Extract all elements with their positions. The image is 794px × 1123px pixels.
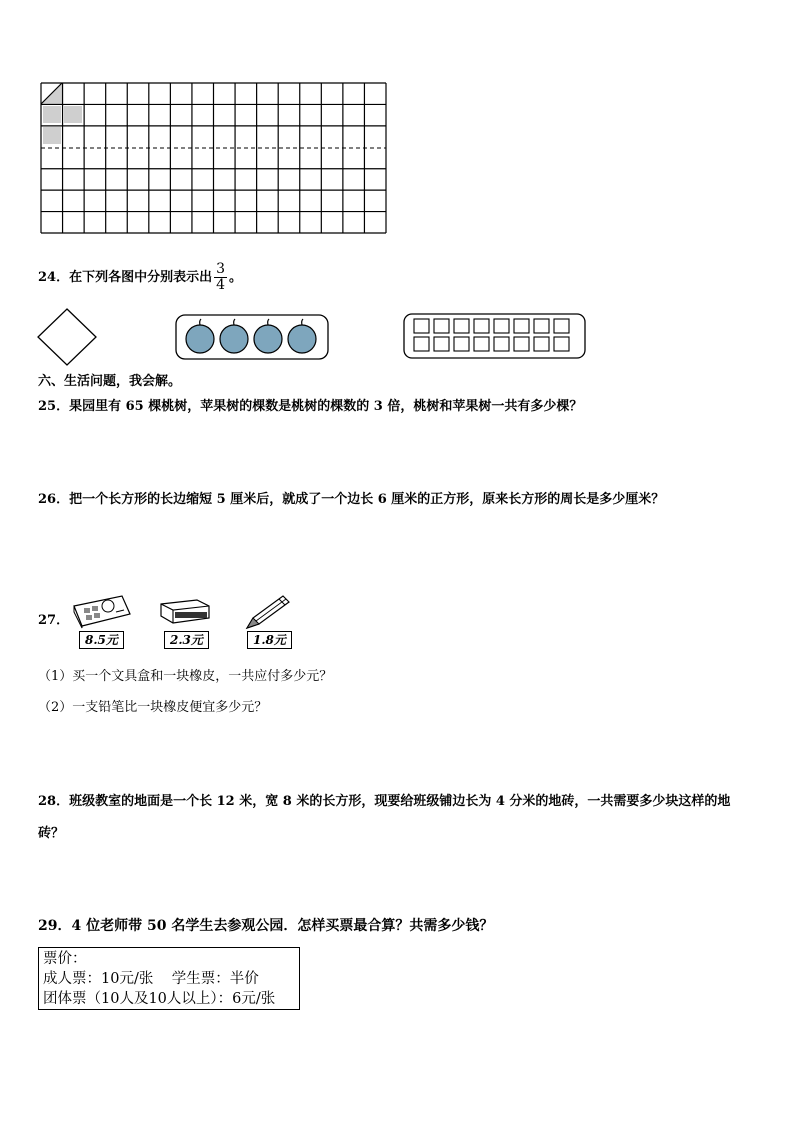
small-square <box>514 319 529 333</box>
squares-box <box>403 313 586 359</box>
price-tag-pencil: 1.8元 <box>247 631 292 649</box>
eraser-icon <box>157 596 213 626</box>
price-tag-eraser: 2.3元 <box>164 631 209 649</box>
fraction-denominator: 4 <box>216 277 226 293</box>
q24-tail: 。 <box>229 270 243 285</box>
apple-icon <box>220 319 248 353</box>
apples-box <box>175 314 329 360</box>
small-square <box>554 319 569 333</box>
question-28-line-1: 28．班级教室的地面是一个长 12 米，宽 8 米的长方形，现要给班级铺边长为 4 分米的地砖，一共需要多少块这样的地 <box>38 794 731 809</box>
small-square <box>514 337 529 351</box>
ticket-price-box <box>38 947 300 1010</box>
small-square <box>554 337 569 351</box>
small-square <box>474 337 489 351</box>
grid-figure <box>40 82 388 236</box>
ticket-line-1: 成人票：10元/张 学生票：半价 <box>43 971 259 987</box>
small-square <box>494 319 509 333</box>
fraction-numerator: 3 <box>216 261 226 277</box>
question-24 <box>38 262 242 293</box>
apple-icon <box>186 319 214 353</box>
small-square <box>454 319 469 333</box>
small-square <box>454 337 469 351</box>
small-square <box>534 337 549 351</box>
q24-text: 在下列各图中分别表示出 <box>69 270 213 285</box>
q27-sub-question-2: （2）一支铅笔比一块橡皮便宜多少元？ <box>38 700 268 715</box>
pencil-icon <box>243 592 293 632</box>
q24-number: 24． <box>38 270 70 285</box>
small-square <box>534 319 549 333</box>
pencil-box-icon <box>70 592 134 630</box>
apple-icon <box>254 319 282 353</box>
q27-number: 27． <box>38 613 70 628</box>
small-square <box>474 319 489 333</box>
grid-lines <box>41 83 386 233</box>
fraction <box>214 262 227 293</box>
diamond-shape <box>36 307 98 367</box>
price-tag-pencil-box: 8.5元 <box>79 631 124 649</box>
small-square <box>494 337 509 351</box>
small-square <box>414 319 429 333</box>
section-6-title: 六、生活问题，我会解。 <box>38 374 182 389</box>
small-squares <box>414 319 569 351</box>
ticket-line-2: 团体票（10人及10人以上）：6元/张 <box>43 991 276 1007</box>
small-square <box>414 337 429 351</box>
question-28-line-2: 砖？ <box>38 826 65 841</box>
question-25: 25．果园里有 65 棵桃树，苹果树的棵数是桃树的棵数的 3 倍，桃树和苹果树一共有多少棵？ <box>38 399 583 414</box>
q27-sub-question-1: （1）买一个文具盒和一块橡皮，一共应付多少元？ <box>38 669 333 684</box>
question-26: 26．把一个长方形的长边缩短 5 厘米后，就成了一个边长 6 厘米的正方形，原来长方形的周长是多少厘米？ <box>38 492 665 507</box>
small-square <box>434 337 449 351</box>
apple-icon <box>288 319 316 353</box>
shaded-squares <box>41 83 82 144</box>
small-square <box>434 319 449 333</box>
ticket-title: 票价： <box>43 951 87 967</box>
question-29: 29．4 位老师带 50 名学生去参观公园．怎样买票最合算？共需多少钱？ <box>38 918 494 934</box>
